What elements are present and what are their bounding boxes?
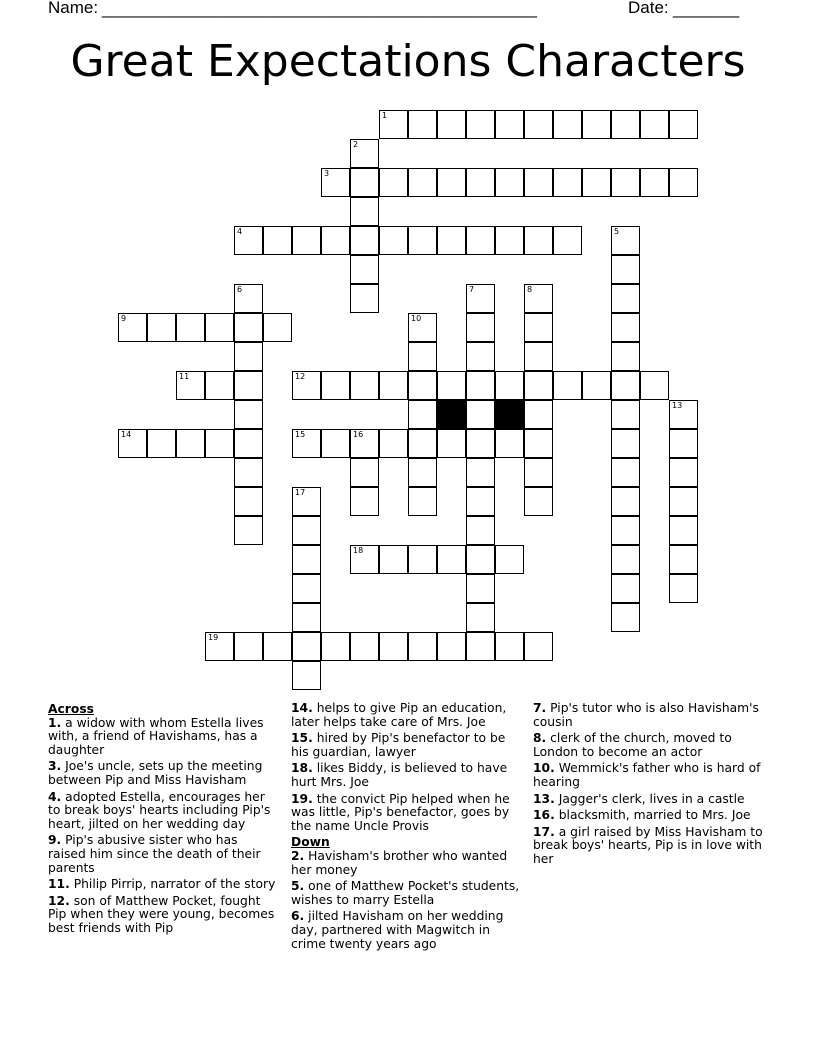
grid-cell[interactable] [350, 429, 379, 458]
grid-cell[interactable] [466, 226, 495, 255]
grid-cell[interactable] [350, 487, 379, 516]
grid-cell[interactable] [611, 487, 640, 516]
grid-cell[interactable] [234, 429, 263, 458]
grid-cell[interactable] [611, 226, 640, 255]
date-label: Date: [628, 0, 669, 17]
grid-cell[interactable] [292, 545, 321, 574]
grid-cell[interactable] [466, 371, 495, 400]
grid-cell[interactable] [524, 226, 553, 255]
grid-cell[interactable] [611, 168, 640, 197]
grid-cell[interactable] [611, 255, 640, 284]
grid-cell[interactable] [524, 168, 553, 197]
grid-cell[interactable] [408, 342, 437, 371]
grid-cell[interactable] [611, 110, 640, 139]
clue-down-7: 7. Pip's tutor who is also Havisham's cousin [533, 701, 759, 729]
down-heading: Down [291, 835, 330, 850]
clue-number: 12 [295, 372, 306, 381]
grid-cell[interactable] [321, 632, 350, 661]
clue-number: 9 [121, 314, 127, 323]
grid-cell[interactable] [176, 313, 205, 342]
grid-cell[interactable] [524, 429, 553, 458]
grid-cell[interactable] [466, 545, 495, 574]
grid-cell[interactable] [350, 255, 379, 284]
grid-cell[interactable] [147, 429, 176, 458]
grid-cell[interactable] [292, 226, 321, 255]
grid-cell[interactable] [611, 342, 640, 371]
clue-across-18: 18. likes Biddy, is believed to have hurt Mrs. Joe [291, 761, 508, 789]
clue-across-19: 19. the convict Pip helped when he was little, Pip's benefactor, goes by the name Uncle Provis [291, 791, 510, 833]
name-line: ______________________________________________ [102, 0, 537, 18]
grid-cell[interactable] [292, 371, 321, 400]
clue-down-2: 2. Havisham's brother who wanted her money [291, 848, 508, 877]
grid-cell[interactable] [437, 226, 466, 255]
grid-cell[interactable] [669, 429, 698, 458]
clue-down-17: 17. a girl raised by Miss Havisham to break boys' hearts, Pip is in love with her [533, 824, 763, 866]
clue-number: 1 [382, 111, 388, 120]
grid-cell[interactable] [350, 371, 379, 400]
grid-cell[interactable] [437, 632, 466, 661]
grid-cell[interactable] [466, 168, 495, 197]
clue-across-4: 4. adopted Estella, encourages her to break boys' hearts including Pip's heart, jilted on her wedding day [48, 789, 271, 831]
date-line: _______ [673, 0, 740, 18]
grid-cell[interactable] [234, 371, 263, 400]
clue-number: 7 [469, 285, 475, 294]
grid-cell[interactable] [408, 371, 437, 400]
grid-cell[interactable] [640, 168, 669, 197]
grid-cell[interactable] [553, 110, 582, 139]
clue-across-9: 9. Pip's abusive sister who has raised him since the death of their parents [48, 833, 261, 875]
grid-cell[interactable] [205, 313, 234, 342]
down-clues-column-3 [533, 702, 768, 870]
grid-cell[interactable] [669, 487, 698, 516]
grid-cell[interactable] [466, 632, 495, 661]
clue-down-10: 10. Wemmick's father who is hard of hearing [533, 761, 761, 789]
grid-cell[interactable] [118, 313, 147, 342]
grid-cell[interactable] [321, 226, 350, 255]
clue-across-1: 1. a widow with whom Estella lives with, a friend of Havishams, has a daughter [48, 715, 264, 757]
grid-cell[interactable] [524, 110, 553, 139]
grid-cell[interactable] [466, 458, 495, 487]
grid-cell[interactable] [466, 342, 495, 371]
grid-cell[interactable] [379, 168, 408, 197]
clues-column-2 [291, 702, 521, 954]
grid-cell[interactable] [379, 110, 408, 139]
grid-cell[interactable] [408, 313, 437, 342]
grid-cell[interactable] [611, 603, 640, 632]
grid-cell[interactable] [524, 458, 553, 487]
grid-cell[interactable] [524, 313, 553, 342]
grid-cell[interactable] [524, 342, 553, 371]
grid-cell[interactable] [292, 429, 321, 458]
grid-cell[interactable] [408, 110, 437, 139]
grid-cell[interactable] [350, 168, 379, 197]
grid-cell[interactable] [321, 168, 350, 197]
grid-cell[interactable] [205, 371, 234, 400]
grid-cell[interactable] [437, 545, 466, 574]
grid-cell[interactable] [466, 487, 495, 516]
grid-cell[interactable] [611, 516, 640, 545]
clue-number: 2 [353, 140, 359, 149]
grid-cell[interactable] [553, 168, 582, 197]
grid-cell[interactable] [495, 168, 524, 197]
grid-cell[interactable] [234, 516, 263, 545]
grid-cell[interactable] [466, 429, 495, 458]
grid-cell[interactable] [466, 400, 495, 429]
clue-number: 15 [295, 430, 306, 439]
grid-cell[interactable] [350, 197, 379, 226]
grid-cell[interactable] [524, 632, 553, 661]
grid-cell[interactable] [234, 313, 263, 342]
grid-cell[interactable] [611, 371, 640, 400]
grid-cell[interactable] [408, 545, 437, 574]
clue-down-13: 13. Jagger's clerk, lives in a castle [533, 791, 745, 806]
clue-number: 10 [411, 314, 422, 323]
grid-cell[interactable] [582, 168, 611, 197]
clue-number: 13 [672, 401, 683, 410]
grid-cell[interactable] [611, 574, 640, 603]
grid-cell[interactable] [379, 429, 408, 458]
grid-cell[interactable] [611, 284, 640, 313]
clue-number: 5 [614, 227, 620, 236]
grid-cell[interactable] [350, 284, 379, 313]
grid-cell[interactable] [234, 284, 263, 313]
clue-number: 18 [353, 546, 364, 555]
grid-cell[interactable] [147, 313, 176, 342]
grid-cell[interactable] [350, 139, 379, 168]
grid-cell[interactable] [350, 458, 379, 487]
grid-cell[interactable] [495, 545, 524, 574]
clue-down-8: 8. clerk of the church, moved to London to become an actor [533, 731, 732, 759]
grid-cell[interactable] [292, 661, 321, 690]
grid-cell[interactable] [408, 226, 437, 255]
clue-across-15: 15. hired by Pip's benefactor to be his guardian, lawyer [291, 731, 506, 759]
grid-cell[interactable] [524, 487, 553, 516]
grid-cell[interactable] [466, 313, 495, 342]
grid-cell[interactable] [292, 632, 321, 661]
grid-cell[interactable] [495, 226, 524, 255]
clue-number: 14 [121, 430, 132, 439]
grid-cell[interactable] [437, 429, 466, 458]
grid-cell[interactable] [408, 487, 437, 516]
grid-cell[interactable] [234, 342, 263, 371]
grid-cell[interactable] [611, 458, 640, 487]
clue-number: 3 [324, 169, 330, 178]
grid-cell[interactable] [611, 400, 640, 429]
grid-cell[interactable] [669, 168, 698, 197]
grid-cell[interactable] [495, 371, 524, 400]
grid-cell[interactable] [669, 110, 698, 139]
grid-cell[interactable] [524, 284, 553, 313]
clue-number: 19 [208, 633, 219, 642]
grid-cell[interactable] [292, 603, 321, 632]
grid-cell[interactable] [321, 371, 350, 400]
grid-cell[interactable] [379, 545, 408, 574]
grid-cell[interactable] [234, 400, 263, 429]
grid-cell[interactable] [553, 371, 582, 400]
grid-cell[interactable] [495, 429, 524, 458]
grid-cell[interactable] [205, 429, 234, 458]
grid-cell[interactable] [640, 110, 669, 139]
grid-cell[interactable] [263, 226, 292, 255]
grid-cell[interactable] [495, 110, 524, 139]
grid-cell[interactable] [350, 632, 379, 661]
grid-cell[interactable] [379, 371, 408, 400]
grid-cell[interactable] [582, 371, 611, 400]
grid-cell[interactable] [408, 458, 437, 487]
grid-cell[interactable] [350, 226, 379, 255]
name-label: Name: [48, 0, 99, 17]
clue-down-5: 5. one of Matthew Pocket's students, wishes to marry Estella [291, 879, 520, 907]
clue-across-14: 14. helps to give Pip an education, later helps take care of Mrs. Joe [291, 701, 507, 729]
grid-cell[interactable] [524, 371, 553, 400]
grid-cell[interactable] [466, 516, 495, 545]
grid-cell[interactable] [234, 632, 263, 661]
grid-cell[interactable] [176, 429, 205, 458]
grid-cell[interactable] [553, 226, 582, 255]
grid-cell[interactable] [466, 110, 495, 139]
clue-across-11: 11. Philip Pirrip, narrator of the story [48, 877, 276, 892]
grid-cell[interactable] [611, 313, 640, 342]
grid-cell[interactable] [263, 313, 292, 342]
grid-cell[interactable] [408, 400, 437, 429]
grid-cell[interactable] [176, 371, 205, 400]
grid-cell[interactable] [669, 545, 698, 574]
clue-across-3: 3. Joe's uncle, sets up the meeting between Pip and Miss Havisham [48, 759, 263, 787]
clue-number: 11 [179, 372, 190, 381]
grid-cell[interactable] [437, 168, 466, 197]
black-square [495, 400, 524, 429]
clue-number: 6 [237, 285, 243, 294]
grid-cell[interactable] [350, 545, 379, 574]
clue-down-16: 16. blacksmith, married to Mrs. Joe [533, 808, 751, 823]
grid-cell[interactable] [234, 226, 263, 255]
grid-cell[interactable] [321, 429, 350, 458]
page-title: Great Expectations Characters [70, 36, 746, 87]
grid-cell[interactable] [292, 574, 321, 603]
grid-cell[interactable] [669, 458, 698, 487]
grid-cell[interactable] [669, 574, 698, 603]
grid-cell[interactable] [408, 632, 437, 661]
across-heading: Across [48, 702, 94, 716]
clue-across-12: 12. son of Matthew Pocket, fought Pip when they were young, becomes best friends with Pip [48, 893, 275, 935]
grid-cell[interactable] [524, 400, 553, 429]
grid-cell[interactable] [466, 603, 495, 632]
clue-number: 17 [295, 488, 306, 497]
grid-cell[interactable] [379, 226, 408, 255]
clue-number: 16 [353, 430, 364, 439]
grid-cell[interactable] [495, 632, 524, 661]
grid-cell[interactable] [437, 371, 466, 400]
grid-cell[interactable] [292, 516, 321, 545]
grid-cell[interactable] [669, 400, 698, 429]
grid-cell[interactable] [263, 632, 292, 661]
across-clues-column-1 [48, 702, 278, 939]
grid-cell[interactable] [611, 545, 640, 574]
grid-cell[interactable] [611, 429, 640, 458]
grid-cell[interactable] [582, 110, 611, 139]
grid-cell[interactable] [379, 632, 408, 661]
grid-cell[interactable] [408, 429, 437, 458]
grid-cell[interactable] [234, 458, 263, 487]
grid-cell[interactable] [669, 516, 698, 545]
grid-cell[interactable] [292, 487, 321, 516]
grid-cell[interactable] [640, 371, 669, 400]
grid-cell[interactable] [437, 110, 466, 139]
grid-cell[interactable] [466, 284, 495, 313]
grid-cell[interactable] [118, 429, 147, 458]
grid-cell[interactable] [234, 487, 263, 516]
grid-cell[interactable] [205, 632, 234, 661]
grid-cell[interactable] [408, 168, 437, 197]
clue-down-6: 6. jilted Havisham on her wedding day, partnered with Magwitch in crime twenty years ago [291, 909, 504, 951]
grid-cell[interactable] [466, 574, 495, 603]
clue-number: 4 [237, 227, 243, 236]
clue-number: 8 [527, 285, 533, 294]
black-square [437, 400, 466, 429]
